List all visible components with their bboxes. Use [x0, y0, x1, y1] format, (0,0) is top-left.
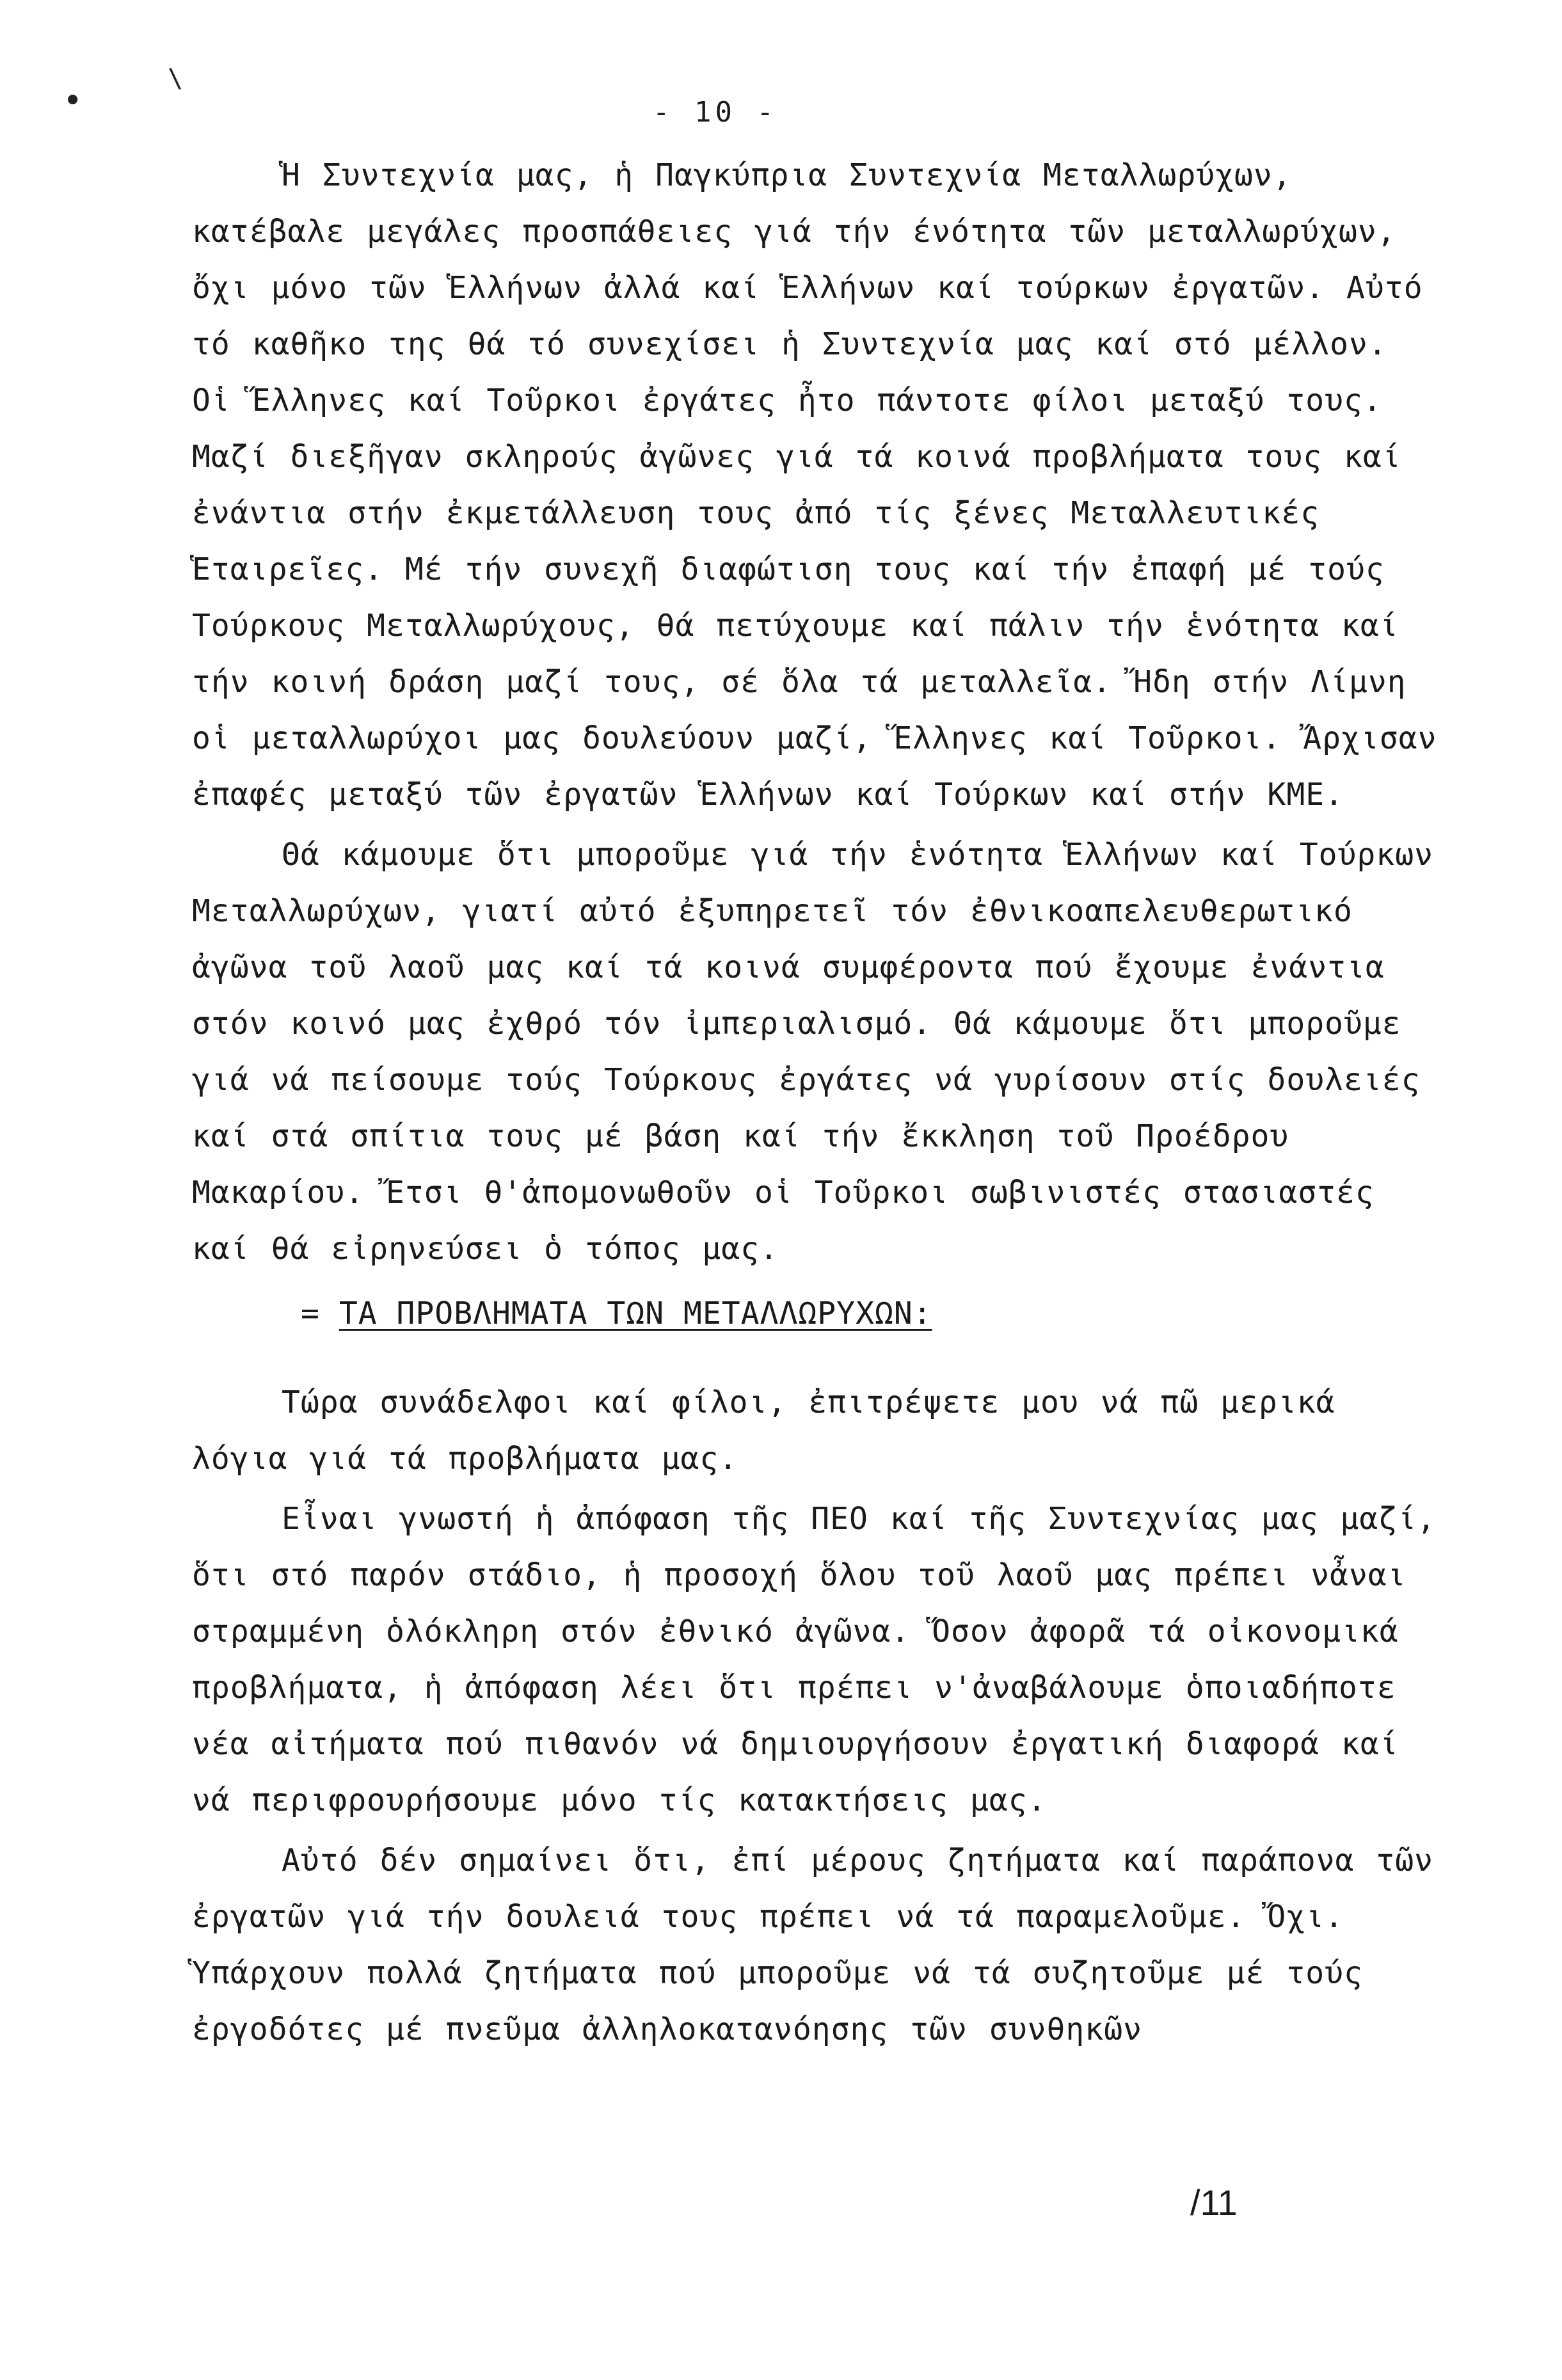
body-text	[192, 147, 1440, 2058]
section-heading	[192, 1291, 1440, 1336]
paragraph-5: Αὐτό δέν σημαίνει ὅτι, ἐπί μέρους ζητήματα καί παράπονα τῶν ἐργατῶν γιά τήν δουλειά τους πρέπει νά τά παραμελοῦμε. Ὄχι. Ὑπάρχουν πολλά ζητήματα πού μποροῦμε νά τά συζητοῦμε μέ τούς ἐργοδότες μέ πνεῦμα ἀλληλοκατανόησης τῶν συνθηκῶν	[192, 1843, 1434, 2047]
heading-text: ΤΑ ΠΡΟΒΛΗΜΑΤΑ ΤΩΝ ΜΕΤΑΛΛΩΡΥΧΩΝ:	[339, 1296, 932, 1331]
paragraph-3: Τώρα συνάδελφοι καί φίλοι, ἐπιτρέψετε μου νά πῶ μερικά λόγια γιά τά προβλήματα μας.	[192, 1384, 1335, 1477]
paragraph-2: Θά κάμουμε ὅτι μποροῦμε γιά τήν ἑνότητα Ἑλλήνων καί Τούρκων Μεταλλωρύχων, γιατί αὐτό ἐξυπηρετεῖ τόν ἐθνικοαπελευθερωτικό ἀγῶνα τοῦ λαοῦ μας καί τά κοινά συμφέροντα πού ἔχουμε ἐνάντια στόν κοινό μας ἐχθρό τόν ἰμπεριαλισμό. Θά κάμουμε ὅτι μποροῦμε γιά νά πείσουμε τούς Τούρκους ἐργάτες νά γυρίσουν στίς δουλειές καί στά σπίτια τους μέ βάση καί τήν ἔκκληση τοῦ Προέδρου Μακαρίου. Ἔτσι θ'ἀπομονωθοῦν οἱ Τοῦρκοι σωβινιστές στασιαστές καί θά εἰρηνεύσει ὁ τόπος μας.	[192, 837, 1434, 1267]
stray-mark-left: \	[168, 64, 184, 93]
paragraph-1: Ἡ Συντεχνία μας, ἡ Παγκύπρια Συντεχνία Μεταλλωρύχων, κατέβαλε μεγάλες προσπάθειες γιά τήν ένότητα τῶν μεταλλωρύχων, ὄχι μόνο τῶν Ἑλλήνων ἀλλά καί Ἑλλήνων καί τούρκων ἐργατῶν. Αὐτό τό καθῆκο της θά τό συνεχίσει ἡ Συντεχνία μας καί στό μέλλον. Οἱ Ἕλληνες καί Τοῦρκοι ἐργάτες ἦτο πάντοτε φίλοι μεταξύ τους. Μαζί διεξῆγαν σκληρούς ἀγῶνες γιά τά κοινά προβλήματα τους καί ἐνάντια στήν ἐκμετάλλευση τους ἀπό τίς ξένες Μεταλλευτικές Ἑταιρεῖες. Μέ τήν συνεχῆ διαφώτιση τους καί τήν ἐπαφή μέ τούς Τούρκους Μεταλλωρύχους, θά πετύχουμε καί πάλιν τήν ἑνότητα καί τήν κοινή δράση μαζί τους, σέ ὅλα τά μεταλλεῖα. Ἤδη στήν Λίμνη οἱ μεταλλωρύχοι μας δουλεύουν μαζί, Ἕλληνες καί Τοῦρκοι. Ἄρχισαν ἐπαφές μεταξύ τῶν ἐργατῶν Ἑλλήνων καί Τούρκων καί στήν ΚΜΕ.	[192, 157, 1437, 813]
stray-mark-dot: •	[63, 82, 83, 120]
heading-prefix: =	[301, 1296, 320, 1331]
paragraph-4: Εἶναι γνωστή ἡ ἀπόφαση τῆς ΠΕΟ καί τῆς Συντεχνίας μας μαζί, ὅτι στό παρόν στάδιο, ἡ προσοχή ὅλου τοῦ λαοῦ μας πρέπει νἆναι στραμμένη ὁλόκληρη στόν ἐθνικό ἀγῶνα. Ὅσον ἀφορᾶ τά οἰκονομικά προβλήματα, ἡ ἀπόφαση λέει ὅτι πρέπει ν'ἀναβάλουμε ὁποιαδήποτε νέα αἰτήματα πού πιθανόν νά δημιουργήσουν ἐργατική διαφορά καί νά περιφρουρήσουμε μόνο τίς κατακτήσεις μας.	[192, 1501, 1437, 1818]
page-number: - 10 -	[653, 96, 777, 129]
continuation-page-ref: /11	[1190, 2182, 1238, 2223]
